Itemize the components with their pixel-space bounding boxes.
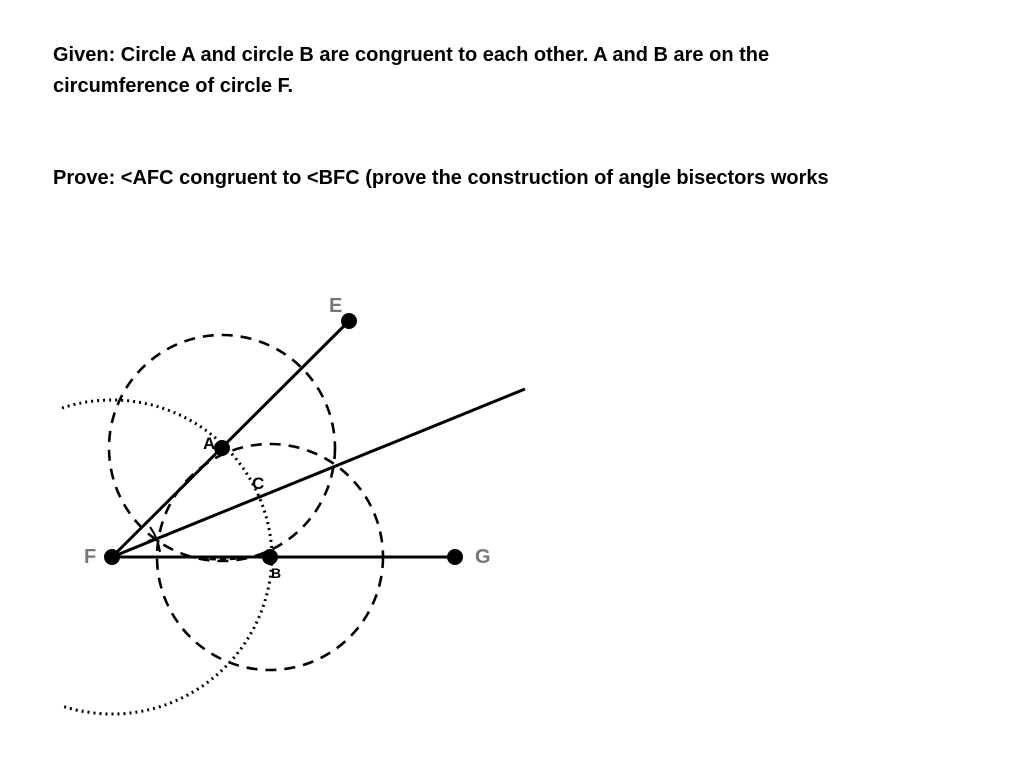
label-e: E (329, 295, 343, 317)
point-a (214, 440, 230, 456)
label-c: C (252, 474, 265, 493)
point-f (104, 549, 120, 565)
given-statement-line-1: Given: Circle A and circle B are congruent to each other. A and B are on the (53, 44, 770, 66)
ray-fe (112, 321, 349, 557)
point-g (447, 549, 463, 565)
given-statement-line-2: circumference of circle F. (53, 75, 294, 97)
label-a: A (203, 434, 216, 453)
prove-statement: Prove: <AFC congruent to <BFC (prove the construction of angle bisectors works (53, 167, 829, 189)
label-f: F (84, 546, 97, 568)
label-b: B (271, 565, 282, 581)
point-b (262, 549, 278, 565)
label-g: G (475, 546, 491, 568)
bisector-ray-fc (112, 389, 525, 557)
point-e (341, 313, 357, 329)
